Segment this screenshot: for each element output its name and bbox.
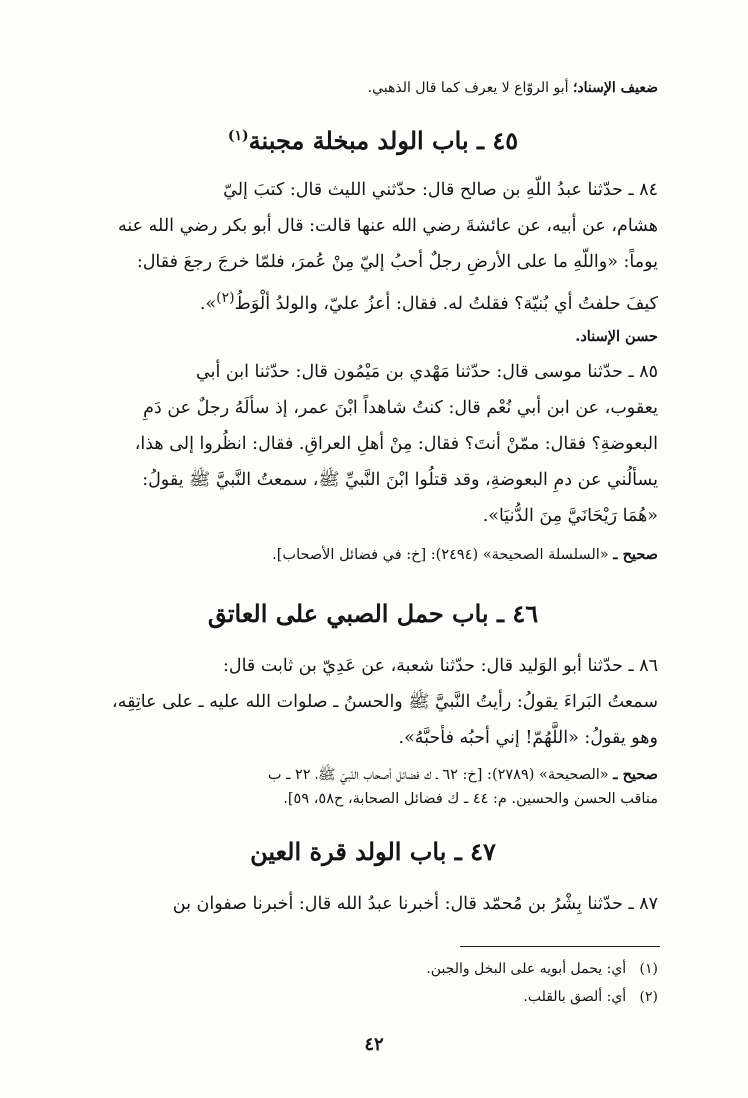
hadith-86-grade-1: [88, 764, 658, 786]
hadith-86-line-1: ٨٦ ـ حدّثنا أبو الوَليد قال: حدّثنا شعبة، عن عَدِيّ بن ثابت قال:: [222, 656, 658, 676]
hadith-86-grade-2: مناقب الحسن والحسين. م: ٤٤ ـ ك فضائل الصحابة، ح٥٨، ٥٩].: [283, 791, 658, 807]
hadith-85-grade-text: «السلسلة الصحيحة» (٢٤٩٤): [خ: في فضائل الأصحاب].: [272, 547, 614, 563]
hadith-84-line-1: ٨٤ ـ حدّثنا عبدُ اللّهِ بن صالح قال: حدّثني الليث قال: كتبَ إليّ: [223, 180, 658, 200]
hadith-84-line-2: هشام، عن أبيه، عن عائشةَ رضي الله عنها قالت: قال أبو بكر رضي الله عنه: [118, 216, 658, 236]
hadith-86-line-2: سمعتُ البَراءَ يقولُ: رأيتُ النَّبيَّ ﷺ والحسنُ ـ صلوات الله عليه ـ على عاتِقِه،: [112, 692, 658, 712]
hadith-85-grade-label: صحيح ـ: [613, 546, 658, 563]
footnote-2-text: أي: ألصق بالقلب.: [523, 989, 627, 1005]
footnote-1-number: (١): [639, 961, 658, 977]
section-45-title: ٤٥ ـ باب الولد مبخلة مجبنة: [248, 126, 519, 155]
section-45-heading: [53, 120, 693, 157]
footnote-divider: [460, 946, 660, 947]
hadith-86-grade-text-1: «الصحيحة» (٢٧٨٩): [خ: ٦٢ ـ ك فضائل أصحاب النّبيّ ﷺ، ٢٢ ـ ب: [267, 767, 614, 783]
hadith-84-grade: حسن الإسناد.: [575, 328, 658, 345]
hadith-84-footnote-ref: (٢): [216, 290, 235, 306]
footnote-1-text: أي: يحمل أبويه على البخل والجبن.: [426, 961, 627, 977]
footnote-2-number: (٢): [639, 989, 658, 1005]
page-number: ٤٢: [364, 1034, 384, 1055]
hadith-86-grade-label: صحيح ـ: [613, 766, 658, 783]
hadith-85-grade: [88, 544, 658, 566]
hadith-85-line-1: ٨٥ ـ حدّثنا موسى قال: حدّثنا مَهْدي بن مَيْمُون قال: حدّثنا ابن أبي: [196, 362, 658, 382]
hadith-85-line-4: يسألُني عن دمِ البعوضةِ، وقد قتلُوا ابْنَ النَّبيِّ ﷺ، سمعتُ النَّبيَّ ﷺ يقولُ:: [142, 470, 658, 490]
top-grade-note: [88, 78, 658, 98]
hadith-84-line-4-text: كيفَ حلفتُ أي بُنيّة؟ فقلتُ له. فقال: أعزُ عليّ، والولدُ ألْوَطُ: [234, 293, 658, 314]
hadith-84-line-4: [88, 286, 658, 316]
section-46-heading: ٤٦ ـ باب حمل الصبي على العاتق: [207, 599, 539, 628]
hadith-84-line-end: ».: [199, 293, 217, 314]
hadith-84-line-3: يوماً: «واللّهِ ما على الأرضِ رجلٌ أحبُ إليّ مِنْ عُمرَ، فلمّا خرجَ رجعَ فقال:: [136, 252, 658, 272]
top-note-text: أبو الروّاع لا يعرف كما قال الذهبي.: [367, 80, 573, 96]
hadith-86-line-3: وهو يقولُ: «اللَّهُمّ! إني أحبُه فأحبَّهُ».: [398, 728, 658, 748]
section-47-heading: ٤٧ ـ باب الولد قرة العين: [250, 837, 496, 866]
section-45-footnote-ref: (١): [227, 128, 249, 144]
hadith-85-line-3: البعوضةِ؟ فقال: ممّنْ أنتَ؟ فقال: مِنْ أهلِ العراقِ. فقال: انظُروا إلى هذا،: [134, 434, 658, 454]
hadith-85-line-2: يعقوب، عن ابن أبي نُعْم قال: كنتُ شاهداً ابْنَ عمر، إذ سألَهُ رجلٌ عن دَمِ: [143, 398, 658, 418]
hadith-87-line-1: ٨٧ ـ حدّثنا بِشْرُ بن مُحمّد قال: أخبرنا عبدُ الله قال: أخبرنا صفوان بن: [172, 894, 658, 914]
footnote-1: [88, 958, 658, 980]
footnote-2: [88, 986, 658, 1008]
top-note-label: ضعيف الإسناد؛: [572, 80, 658, 96]
hadith-85-line-5: «هُمَا رَيْحَانَيَّ مِنَ الدُّنيَا».: [482, 506, 658, 526]
